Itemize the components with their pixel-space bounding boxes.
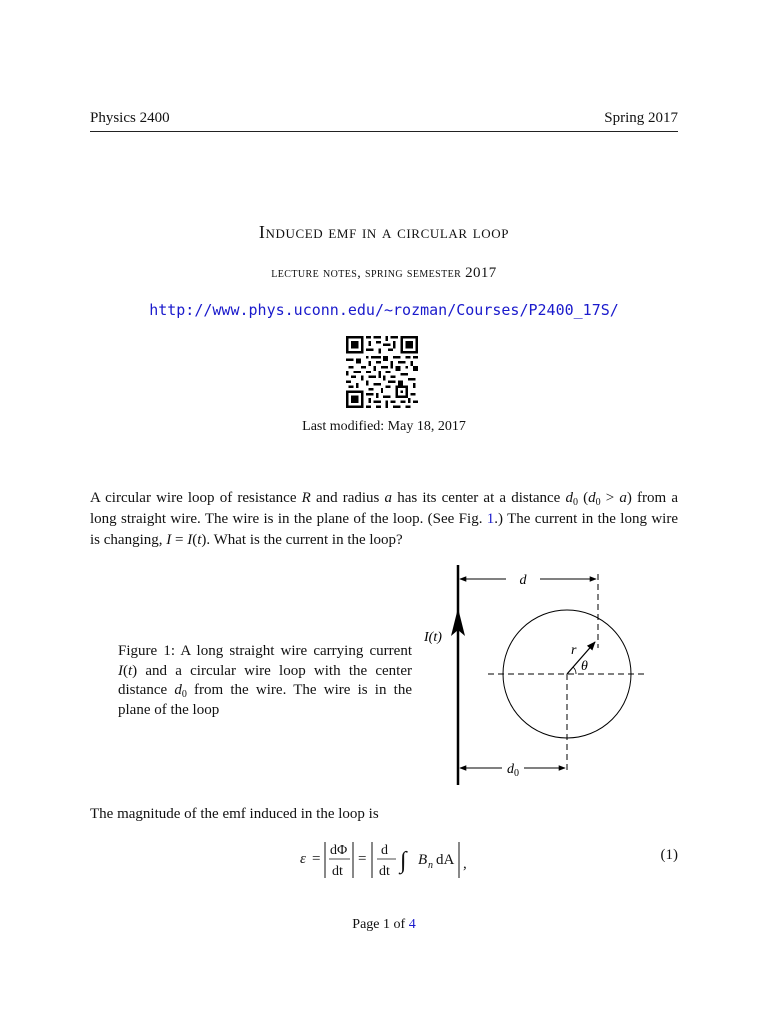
figure-1-diagram	[424, 560, 660, 790]
eq-integral: ∫	[400, 848, 407, 874]
d-label: d	[519, 573, 527, 588]
total-pages-link[interactable]: 4	[408, 917, 416, 932]
eq-dt-1: dt	[332, 864, 343, 879]
theta-label: θ	[581, 659, 588, 674]
header-term: Spring 2017	[604, 110, 678, 126]
eq-b: B	[418, 852, 428, 868]
page-footer	[0, 917, 768, 933]
eq-comma: ,	[463, 856, 467, 872]
figure-1-caption: Figure 1: A long straight wire carrying current I(t) and a circular wire loop with the center distance $d_0$ from the wire. The wire is in the plane of the loop	[118, 643, 412, 718]
eq-dphi: dΦ	[330, 843, 348, 858]
theta-arc	[573, 667, 576, 674]
document-title: Induced emf in a circular loop	[258, 222, 510, 242]
eq-dt-2: dt	[379, 864, 390, 879]
r-label: r	[571, 643, 577, 658]
eq-da: dA	[436, 852, 455, 868]
subtitle-year: 2017	[465, 265, 497, 281]
eq-d: d	[381, 843, 388, 858]
figure-1-reference-link[interactable]: 1	[486, 511, 495, 527]
current-label: I(t)	[424, 630, 442, 645]
subtitle-text: lecture notes, spring semester	[271, 266, 466, 281]
course-url-link[interactable]: http://www.phys.uconn.edu/~rozman/Courses/P2400_17S/	[149, 301, 619, 319]
equation-number: (1)	[660, 847, 678, 863]
eq-equals-2: =	[358, 851, 367, 867]
emf-equation	[300, 838, 500, 880]
header-course: Physics 2400	[90, 110, 170, 126]
header-rule	[90, 131, 678, 132]
eq-equals-1: =	[312, 851, 321, 867]
page-indicator: Page 1 of	[352, 917, 409, 932]
document-subtitle	[0, 265, 768, 282]
last-modified-date: Last modified: May 18, 2017	[302, 419, 466, 434]
eq-n: n	[428, 860, 433, 871]
problem-statement: A circular wire loop of resistance R and radius a has its center at a distance $d_0$ $(d_0 > a)$ from a long straight wire. The wire is in the plane of the loop. (See Fig. 1.) The current in the long wire is changing, I = I(t). What is the current in the loop?	[90, 490, 678, 548]
qr-code-icon	[346, 336, 418, 408]
d0-label: $d_0$	[507, 762, 519, 779]
emf-intro-text: The magnitude of the emf induced in the loop is	[90, 806, 379, 822]
eq-epsilon: ε	[300, 851, 306, 867]
